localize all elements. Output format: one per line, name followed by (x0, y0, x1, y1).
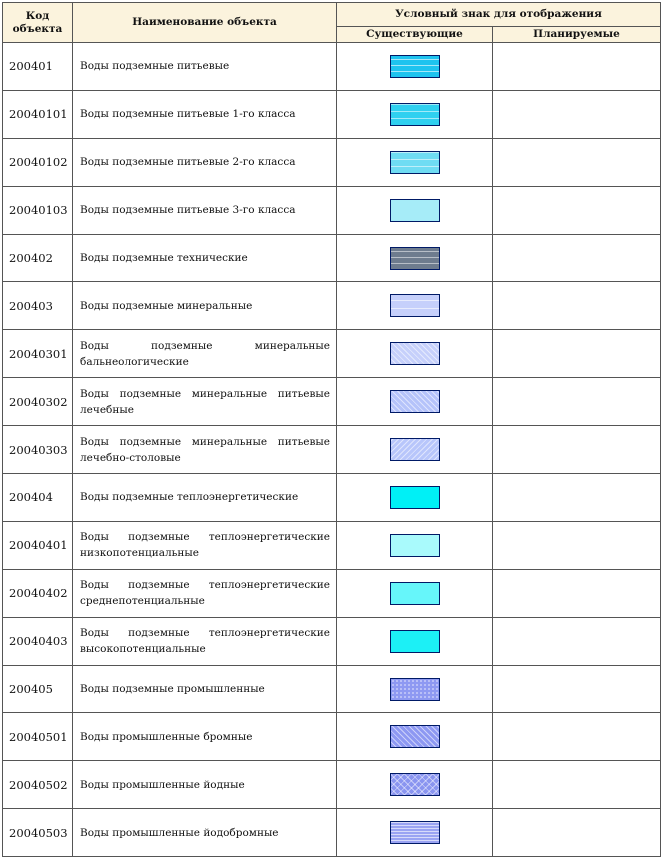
crosshatched-blue-fill-swatch-icon (390, 773, 440, 796)
object-name: Воды подземные питьевые (73, 43, 337, 91)
existing-symbol-cell (337, 761, 493, 809)
object-code: 20040501 (3, 713, 73, 761)
header-symbol-group: Условный знак для отображения (337, 3, 661, 27)
table-row (3, 282, 661, 330)
table-row (3, 426, 661, 474)
table-row (3, 809, 661, 857)
table-row (3, 761, 661, 809)
dotted-blue-fill-swatch-icon (390, 678, 440, 701)
object-name: Воды подземные питьевые 3-го класса (73, 186, 337, 234)
object-name: Воды подземные теплоэнергетические низкопотенциальные (73, 521, 337, 569)
planned-symbol-cell (493, 90, 661, 138)
planned-symbol-cell (493, 378, 661, 426)
existing-symbol-cell (337, 617, 493, 665)
table-row (3, 617, 661, 665)
object-code: 20040101 (3, 90, 73, 138)
existing-symbol-cell (337, 330, 493, 378)
existing-symbol-cell (337, 665, 493, 713)
header-planned: Планируемые (493, 27, 661, 43)
object-code: 20040302 (3, 378, 73, 426)
cyan-fill-swatch-icon (390, 486, 440, 509)
object-name: Воды промышленные йодобромные (73, 809, 337, 857)
dashed-lavender-fill-swatch-icon (390, 294, 440, 317)
planned-symbol-cell (493, 43, 661, 91)
existing-symbol-cell (337, 474, 493, 522)
lined-blue-fill-swatch-icon (390, 821, 440, 844)
legend-table (2, 2, 661, 857)
object-name: Воды подземные теплоэнергетические высокопотенциальные (73, 617, 337, 665)
existing-symbol-cell (337, 234, 493, 282)
object-name: Воды подземные промышленные (73, 665, 337, 713)
object-code: 20040303 (3, 426, 73, 474)
pale-blue-fill-swatch-icon (390, 199, 440, 222)
dashed-blue-fill-swatch-icon (390, 103, 440, 126)
existing-symbol-cell (337, 713, 493, 761)
planned-symbol-cell (493, 617, 661, 665)
dashed-light-blue-fill-swatch-icon (390, 55, 440, 78)
existing-symbol-cell (337, 569, 493, 617)
object-name: Воды подземные минеральные бальнеологические (73, 330, 337, 378)
object-name: Воды подземные минеральные питьевые лечебно-столовые (73, 426, 337, 474)
existing-symbol-cell (337, 138, 493, 186)
object-name: Воды промышленные бромные (73, 713, 337, 761)
dashed-gray-fill-swatch-icon (390, 247, 440, 270)
object-code: 200403 (3, 282, 73, 330)
existing-symbol-cell (337, 378, 493, 426)
table-row (3, 378, 661, 426)
existing-symbol-cell (337, 90, 493, 138)
header-name: Наименование объекта (73, 3, 337, 43)
light-cyan-fill-swatch-icon (390, 582, 440, 605)
object-code: 20040402 (3, 569, 73, 617)
hatched-lavender-fill-swatch-icon (390, 438, 440, 461)
planned-symbol-cell (493, 426, 661, 474)
object-code: 20040403 (3, 617, 73, 665)
existing-symbol-cell (337, 521, 493, 569)
object-name: Воды подземные минеральные (73, 282, 337, 330)
object-code: 20040502 (3, 761, 73, 809)
object-name: Воды подземные технические (73, 234, 337, 282)
object-code: 20040401 (3, 521, 73, 569)
planned-symbol-cell (493, 809, 661, 857)
planned-symbol-cell (493, 713, 661, 761)
table-row (3, 474, 661, 522)
table-row (3, 713, 661, 761)
object-code: 200404 (3, 474, 73, 522)
object-code: 20040301 (3, 330, 73, 378)
table-row (3, 186, 661, 234)
object-code: 20040102 (3, 138, 73, 186)
planned-symbol-cell (493, 186, 661, 234)
object-name: Воды подземные питьевые 1-го класса (73, 90, 337, 138)
existing-symbol-cell (337, 43, 493, 91)
table-row (3, 138, 661, 186)
table-row (3, 330, 661, 378)
object-code: 20040503 (3, 809, 73, 857)
table-row (3, 234, 661, 282)
planned-symbol-cell (493, 234, 661, 282)
object-code: 20040103 (3, 186, 73, 234)
dashed-light-blue-fill-swatch-icon (390, 151, 440, 174)
object-name: Воды подземные питьевые 2-го класса (73, 138, 337, 186)
planned-symbol-cell (493, 665, 661, 713)
existing-symbol-cell (337, 186, 493, 234)
object-code: 200401 (3, 43, 73, 91)
planned-symbol-cell (493, 569, 661, 617)
planned-symbol-cell (493, 474, 661, 522)
object-name: Воды подземные теплоэнергетические (73, 474, 337, 522)
object-code: 200402 (3, 234, 73, 282)
table-row (3, 665, 661, 713)
hatched-blue-fill-swatch-icon (390, 725, 440, 748)
existing-symbol-cell (337, 426, 493, 474)
object-name: Воды подземные теплоэнергетические среднепотенциальные (73, 569, 337, 617)
planned-symbol-cell (493, 138, 661, 186)
table-row (3, 90, 661, 138)
object-name: Воды подземные минеральные питьевые лечебные (73, 378, 337, 426)
header-code: Код объекта (3, 3, 73, 43)
planned-symbol-cell (493, 521, 661, 569)
existing-symbol-cell (337, 282, 493, 330)
bright-cyan-fill-swatch-icon (390, 630, 440, 653)
planned-symbol-cell (493, 282, 661, 330)
object-name: Воды промышленные йодные (73, 761, 337, 809)
table-row (3, 43, 661, 91)
hatched-lavender-fill-swatch-icon (390, 390, 440, 413)
pale-cyan-fill-swatch-icon (390, 534, 440, 557)
planned-symbol-cell (493, 761, 661, 809)
object-code: 200405 (3, 665, 73, 713)
hatched-lavender-fill-swatch-icon (390, 342, 440, 365)
existing-symbol-cell (337, 809, 493, 857)
table-row (3, 521, 661, 569)
table-row (3, 569, 661, 617)
planned-symbol-cell (493, 330, 661, 378)
header-existing: Существующие (337, 27, 493, 43)
